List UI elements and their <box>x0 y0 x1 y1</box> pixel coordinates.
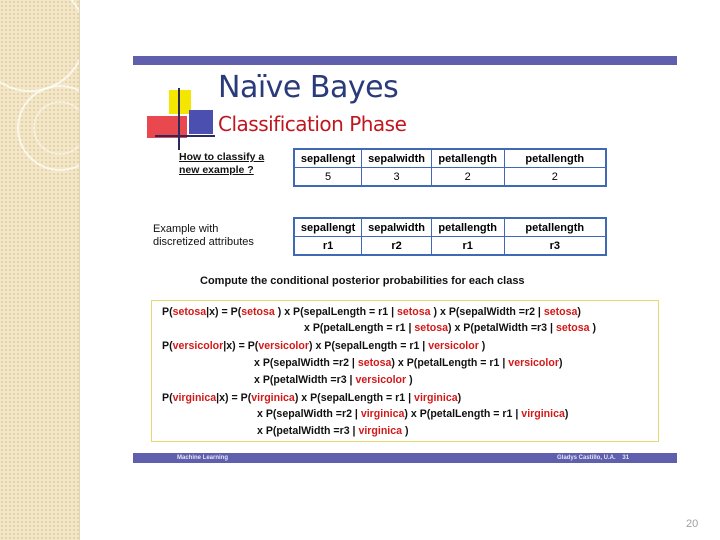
table-header: sepallengt <box>294 218 362 237</box>
formula-line <box>254 374 413 386</box>
discretized-label-line: discretized attributes <box>153 236 254 248</box>
formula-line <box>162 340 485 352</box>
formula-line <box>162 306 581 318</box>
class-name-text: setosa <box>414 322 448 334</box>
compute-instruction: Compute the conditional posterior probabilities for each class <box>200 275 525 287</box>
classify-label-line: new example ? <box>179 164 254 176</box>
table-cell: r3 <box>504 237 606 256</box>
footer-author-name: Gladys Castillo, U.A. <box>557 455 616 461</box>
formula-text: ) x P(sepalLength = r1 | <box>308 340 429 352</box>
slide-subtitle: Classification Phase <box>218 112 407 136</box>
table-header: sepallengt <box>294 149 362 168</box>
formula-text: ) x P(sepalLength = r1 | <box>294 392 415 404</box>
class-name-text: versicolor <box>428 340 479 352</box>
table-header: petallength <box>504 218 606 237</box>
formula-text: x P(sepalWidth =r2 | <box>257 408 361 420</box>
table-header: petallength <box>504 149 606 168</box>
table-cell: 3 <box>362 168 432 187</box>
class-name-text: virginica <box>172 392 217 404</box>
discretized-example-table <box>293 217 607 256</box>
class-name-text: virginica <box>521 408 565 420</box>
slide-number: 20 <box>686 518 699 530</box>
class-name-text: setosa <box>397 306 431 318</box>
class-name-text: versicolor <box>172 340 224 352</box>
footer-page-number: 31 <box>622 455 630 461</box>
formula-text: ) x P(petalLength = r1 | <box>404 408 522 420</box>
formula-text: ) <box>478 340 486 352</box>
formula-text: P( <box>162 392 173 404</box>
table-header: petallength <box>431 149 504 168</box>
class-name-text: virginica <box>414 392 458 404</box>
class-name-text: versicolor <box>355 374 407 386</box>
formula-text: x P(petalLength = r1 | <box>304 322 415 334</box>
formula-text: ) <box>402 425 409 437</box>
formula-text: x P(petalWidth =r3 | <box>254 374 356 386</box>
table-cell: r1 <box>294 237 362 256</box>
formula-text: ) x P(sepalWidth =r2 | <box>430 306 544 318</box>
class-name-text: versicolor <box>508 357 559 369</box>
formula-line <box>254 357 562 369</box>
class-name-text: setosa <box>357 357 392 369</box>
table-header: petallength <box>431 218 504 237</box>
formula-text: x P(sepalWidth =r2 | <box>254 357 358 369</box>
formula-line <box>257 408 568 420</box>
table-cell: r1 <box>431 237 504 256</box>
table-cell: r2 <box>362 237 432 256</box>
formula-line <box>304 322 596 334</box>
class-name-text: setosa <box>172 306 207 318</box>
footer-author <box>557 455 629 461</box>
decorative-rings <box>0 0 79 200</box>
class-name-text: virginica <box>358 425 403 437</box>
formula-line <box>162 392 461 404</box>
class-name-text: setosa <box>241 306 275 318</box>
formula-line <box>257 425 409 437</box>
discretized-label-line: Example with <box>153 223 219 235</box>
formula-text: ) <box>564 408 569 420</box>
class-name-text: setosa <box>555 322 590 334</box>
class-name-text: versicolor <box>258 340 309 352</box>
formula-text: ) x P(petalLength = r1 | <box>391 357 509 369</box>
formula-text: ) <box>577 306 581 318</box>
classify-label <box>179 151 264 177</box>
table-cell: 2 <box>431 168 504 187</box>
formula-text: P( <box>162 306 173 318</box>
classify-label-line: How to classify a <box>179 151 265 163</box>
formula-text: |x) = P( <box>216 392 252 404</box>
table-cell: 5 <box>294 168 362 187</box>
formula-text: P( <box>162 340 173 352</box>
class-name-text: virginica <box>360 408 405 420</box>
logo-squares-icon <box>145 88 215 152</box>
formula-text: |x) = P( <box>206 306 242 318</box>
discretized-label <box>153 223 254 249</box>
formula-text: |x) = P( <box>223 340 259 352</box>
formula-text: ) x P(petalWidth =r3 | <box>447 322 556 334</box>
formula-text: ) <box>558 357 563 369</box>
formula-text: ) <box>457 392 462 404</box>
table-header: sepalwidth <box>362 149 432 168</box>
formula-text: x P(petalWidth =r3 | <box>257 425 359 437</box>
formula-text: ) <box>406 374 413 386</box>
formula-text: ) <box>589 322 596 334</box>
formula-text: ) x P(sepalLength = r1 | <box>274 306 397 318</box>
class-name-text: virginica <box>251 392 295 404</box>
class-name-text: setosa <box>543 306 578 318</box>
slide-top-bar <box>133 56 677 65</box>
table-header: sepalwidth <box>362 218 432 237</box>
slide-title: Naïve Bayes <box>218 70 399 105</box>
new-example-table <box>293 148 607 187</box>
footer-course: Machine Learning <box>177 455 229 461</box>
table-cell: 2 <box>504 168 606 187</box>
